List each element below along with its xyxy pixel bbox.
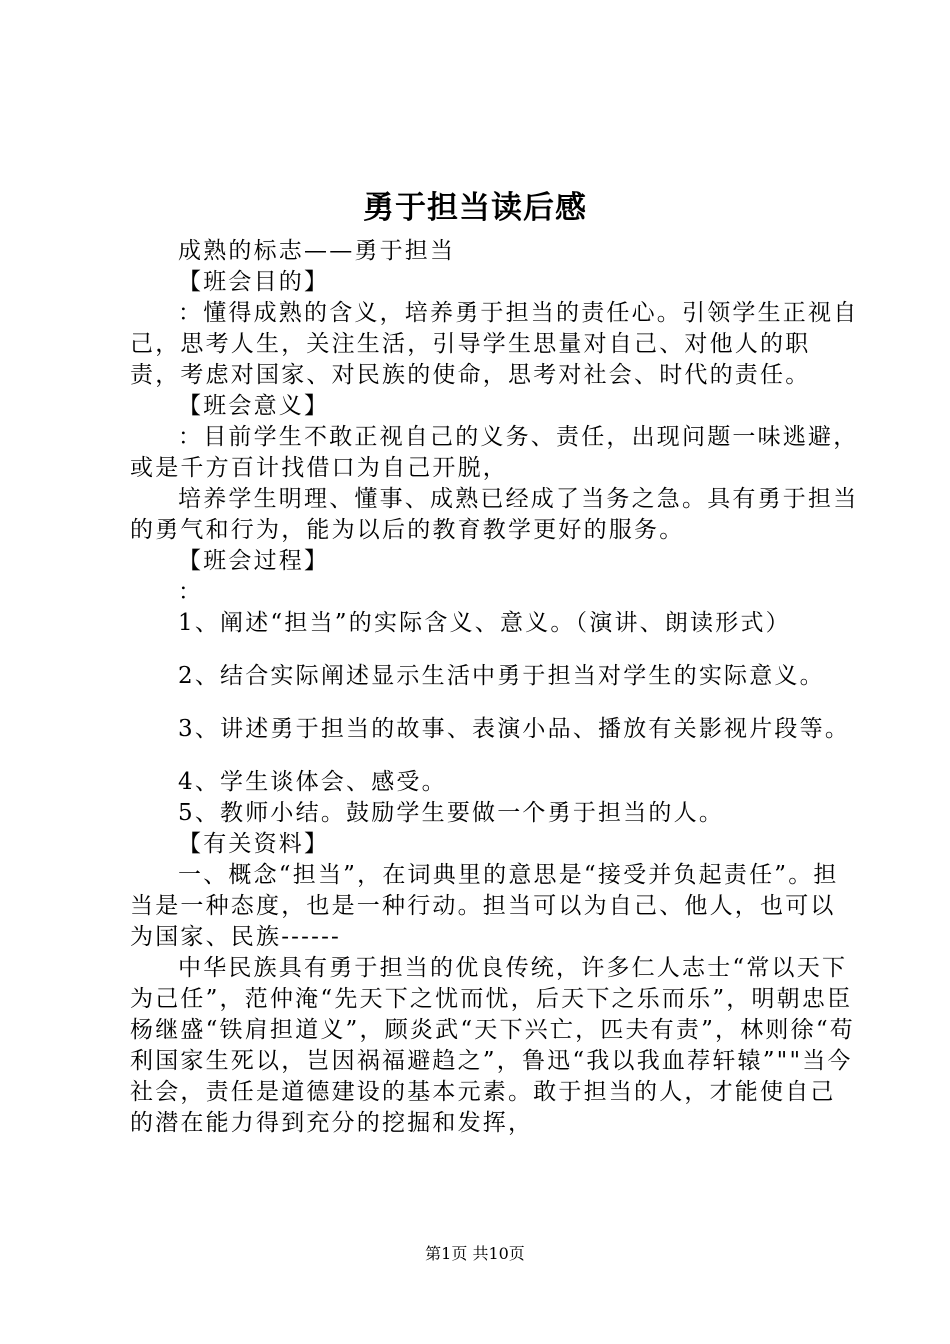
heading-class-process: 【班会过程】	[178, 548, 330, 574]
list-item-5: 5、教师小结。鼓励学生要做一个勇于担当的人。	[178, 800, 725, 826]
paragraph-meaning-1: ：目前学生不敢正视自己的义务、责任，出现问题一味逃避，或是千方百计找借口为自己开脱，	[130, 424, 859, 481]
paragraph-colon: ：	[178, 579, 204, 605]
list-item-1: 1、阐述“担当”的实际含义、意义。（演讲、朗读形式）	[178, 610, 791, 636]
heading-materials: 【有关资料】	[178, 831, 330, 857]
document-title: 勇于担当读后感	[363, 190, 587, 226]
document-body	[130, 236, 860, 1139]
list-item-3: 3、讲述勇于担当的故事、表演小品、播放有关影视片段等。	[178, 716, 851, 742]
list-item-4: 4、学生谈体会、感受。	[178, 769, 447, 795]
heading-class-meaning: 【班会意义】	[178, 393, 330, 419]
page-footer: 第1页 共10页	[425, 1244, 525, 1263]
list-item-2: 2、结合实际阐述显示生活中勇于担当对学生的实际意义。	[178, 663, 825, 689]
paragraph-meaning-2: 培养学生明理、懂事、成熟已经成了当务之急。具有勇于担当的勇气和行为，能为以后的教育教学更好的服务。	[130, 486, 859, 543]
paragraph-concept: 一、概念“担当”，在词典里的意思是“接受并负起责任”。担当是一种态度，也是一种行动。担当可以为自己、他人，也可以为国家、民族------	[130, 862, 839, 950]
heading-class-purpose: 【班会目的】	[178, 269, 330, 295]
paragraph-purpose: ：懂得成熟的含义，培养勇于担当的责任心。引领学生正视自己，思考人生，关注生活，引导学生思量对自己、对他人的职责，考虑对国家、对民族的使命，思考对社会、时代的责任。	[130, 300, 859, 388]
paragraph-subtitle: 成熟的标志——勇于担当	[178, 238, 456, 264]
paragraph-tradition: 中华民族具有勇于担当的优良传统，许多仁人志士“常以天下为己任”，范仲淹“先天下之忧而忧，后天下之乐而乐”，明朝忠臣杨继盛“铁肩担道义”，顾炎武“天下兴亡，匹夫有责”，林则徐“苟利国家生死以，岂因祸福避趋之”，鲁迅“我以我血荐轩辕”""当今社会，责任是道德建设的基本元素。敢于担当的人，才能使自己的潜在能力得到充分的挖掘和发挥，	[130, 955, 855, 1136]
